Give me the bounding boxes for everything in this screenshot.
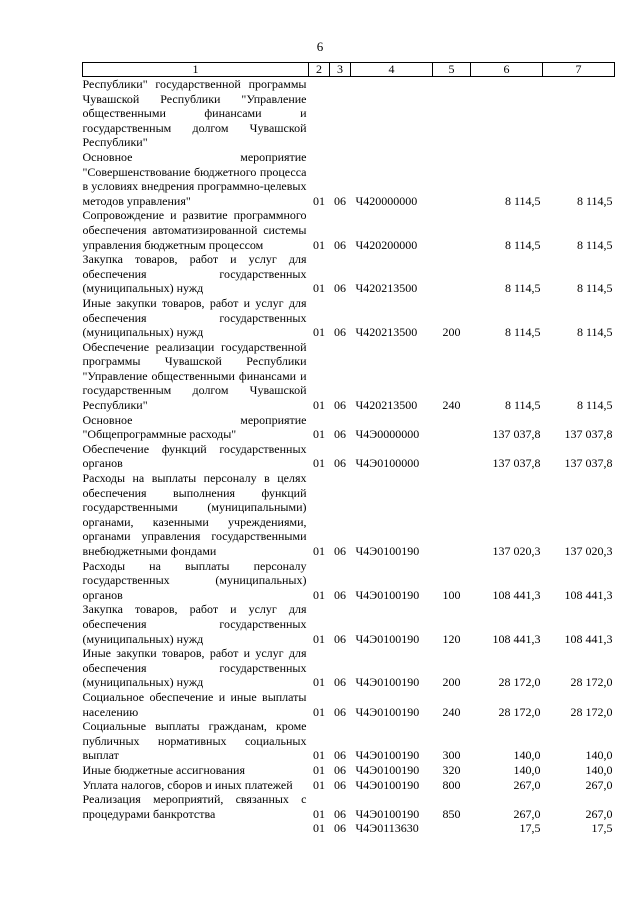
table-row	[83, 719, 615, 763]
target-code-cell: Ч420213500	[355, 325, 418, 340]
subsection-cell: 06	[334, 193, 346, 208]
target-code-cell: Ч420213500	[355, 398, 418, 413]
subsection-cell: 06	[334, 398, 346, 413]
amount-cell: 17,5	[519, 821, 541, 836]
table-row	[83, 821, 615, 836]
amount-total-cell: 108 441,3	[564, 631, 613, 646]
row-name-cell: Основное мероприятие "Общепрограммные расходы"	[82, 412, 307, 442]
section-cell: 01	[313, 631, 325, 646]
amount-total-cell: 137 020,3	[564, 544, 613, 558]
row-name-cell: Сопровождение и развитие программного обеспечения автоматизированной системы управления бюджетным процессом	[82, 208, 307, 252]
row-name-cell: Социальное обеспечение и иные выплаты населению	[82, 689, 307, 719]
table-row	[83, 208, 615, 252]
subsection-cell: 06	[334, 631, 346, 646]
amount-cell: 137 037,8	[492, 456, 541, 471]
amount-cell: 8 114,5	[504, 193, 541, 208]
amount-total-cell: 8 114,5	[576, 281, 613, 296]
column-header-6: 6	[471, 63, 543, 77]
target-code-cell: Ч4Э0100190	[355, 631, 420, 646]
row-name-cell: Иные бюджетные ассигнования	[82, 762, 245, 777]
section-cell: 01	[313, 704, 325, 719]
subsection-cell: 06	[334, 427, 346, 442]
expense-type-cell: 320	[442, 762, 461, 777]
section-cell: 01	[313, 325, 325, 340]
target-code-cell: Ч4Э0100190	[355, 777, 420, 792]
amount-cell: 8 114,5	[504, 398, 541, 413]
expense-type-cell	[433, 150, 471, 208]
budget-table	[82, 62, 615, 836]
table-row	[83, 646, 615, 690]
expense-type-cell: 300	[442, 748, 461, 763]
table-row	[83, 150, 615, 208]
amount-total-cell: 137 037,8	[564, 456, 613, 471]
row-name-cell: Основное мероприятие "Совершенствование бюджетного процесса в условиях внедрения программно-целевых методов управления"	[82, 149, 307, 208]
subsection-cell: 06	[334, 821, 346, 836]
section-cell: 01	[313, 777, 325, 792]
table-row	[83, 763, 615, 778]
row-name-cell: Иные закупки товаров, работ и услуг для обеспечения государственных (муниципальных) нужд	[82, 295, 307, 340]
table-row	[83, 792, 615, 821]
subsection-cell: 06	[334, 762, 346, 777]
row-name-cell: Расходы на выплаты персоналу в целях обеспечения выполнения функций государственными (муниципальными) органами, казенными учреждениями, органами управления государственными внебюджетными фондами	[82, 471, 307, 558]
expense-type-cell: 200	[442, 675, 461, 690]
amount-cell: 137 020,3	[492, 544, 541, 558]
subsection-cell: 06	[334, 806, 346, 821]
amount-total-cell: 8 114,5	[576, 398, 613, 413]
amount-cell: 8 114,5	[504, 281, 541, 296]
target-code-cell: Ч4Э0100190	[355, 806, 420, 821]
target-code-cell: Ч420200000	[355, 237, 418, 252]
column-header-3: 3	[330, 63, 351, 77]
section-cell: 01	[313, 748, 325, 763]
amount-total-cell	[543, 77, 615, 150]
subsection-cell: 06	[334, 281, 346, 296]
expense-type-cell: 240	[442, 398, 461, 413]
table-row	[83, 252, 615, 296]
target-code-cell	[351, 77, 433, 150]
section-cell: 01	[313, 762, 325, 777]
column-header-7: 7	[543, 63, 615, 77]
target-code-cell: Ч4Э0113630	[355, 821, 419, 836]
target-code-cell: Ч420213500	[355, 281, 418, 296]
amount-total-cell: 8 114,5	[576, 193, 613, 208]
target-code-cell: Ч420000000	[355, 193, 418, 208]
expense-type-cell	[433, 252, 471, 296]
amount-total-cell: 140,0	[585, 748, 613, 763]
subsection-cell: 06	[334, 587, 346, 602]
amount-cell	[471, 77, 543, 150]
amount-total-cell: 140,0	[585, 762, 613, 777]
table-row	[83, 296, 615, 340]
row-name-cell: Республики" государственной программы Чувашской Республики "Управление общественными финансами и государственным долгом Чувашской Республики"	[82, 77, 307, 150]
subsection-cell: 06	[334, 456, 346, 471]
amount-cell: 267,0	[513, 777, 541, 792]
expense-type-cell	[433, 77, 471, 150]
subsection-cell: 06	[334, 777, 346, 792]
row-name-cell: Обеспечение реализации государственной программы Чувашской Республики "Управление общественными финансами и государственным долгом Чувашской Республики"	[82, 339, 307, 413]
amount-cell: 108 441,3	[492, 631, 541, 646]
section-cell: 01	[313, 398, 325, 413]
expense-type-cell	[433, 442, 471, 471]
target-code-cell: Ч4Э0100190	[355, 704, 420, 719]
expense-type-cell: 120	[442, 631, 461, 646]
subsection-cell: 06	[334, 748, 346, 763]
table-row	[83, 442, 615, 471]
section-cell: 01	[313, 281, 325, 296]
expense-type-cell	[433, 208, 471, 252]
amount-cell: 108 441,3	[492, 587, 541, 602]
amount-total-cell: 17,5	[591, 821, 613, 836]
section-cell: 01	[313, 544, 325, 558]
amount-cell: 140,0	[513, 748, 541, 763]
amount-total-cell: 8 114,5	[576, 325, 613, 340]
amount-cell: 28 172,0	[498, 704, 541, 719]
subsection-cell: 06	[334, 704, 346, 719]
amount-total-cell: 28 172,0	[570, 704, 613, 719]
table-row	[83, 602, 615, 646]
table-row	[83, 340, 615, 413]
subsection-cell: 06	[334, 325, 346, 340]
target-code-cell: Ч4Э0000000	[355, 427, 420, 442]
amount-cell: 137 037,8	[492, 427, 541, 442]
section-cell: 01	[313, 675, 325, 690]
row-name-cell: Обеспечение функций государственных органов	[82, 441, 307, 471]
table-row	[83, 413, 615, 442]
expense-type-cell: 200	[442, 325, 461, 340]
row-name-cell: Уплата налогов, сборов и иных платежей	[82, 777, 293, 792]
row-name-cell: Иные закупки товаров, работ и услуг для обеспечения государственных (муниципальных) нужд	[82, 646, 307, 690]
column-header-2: 2	[309, 63, 330, 77]
expense-type-cell: 100	[442, 587, 461, 602]
table-row	[83, 471, 615, 559]
row-name-cell: Расходы на выплаты персоналу государственных (муниципальных) органов	[82, 558, 307, 602]
amount-cell: 140,0	[513, 762, 541, 777]
section-cell: 01	[313, 587, 325, 602]
amount-total-cell: 267,0	[585, 777, 613, 792]
section-cell: 01	[313, 806, 325, 821]
expense-type-cell: 800	[442, 777, 461, 792]
table-row	[83, 559, 615, 603]
expense-type-cell: 850	[442, 806, 461, 821]
column-header-5: 5	[433, 63, 471, 77]
subsection-cell: 06	[334, 544, 346, 558]
amount-cell: 28 172,0	[498, 675, 541, 690]
target-code-cell: Ч4Э0100000	[355, 456, 420, 471]
target-code-cell: Ч4Э0100190	[355, 544, 420, 558]
row-name-cell: Реализация мероприятий, связанных с процедурами банкротства	[82, 792, 307, 821]
section-cell: 01	[313, 456, 325, 471]
column-header-4: 4	[351, 63, 433, 77]
amount-cell: 267,0	[513, 806, 541, 821]
section-cell: 01	[313, 427, 325, 442]
column-header-1: 1	[83, 63, 309, 77]
expense-type-cell	[433, 471, 471, 559]
page-number: 6	[316, 39, 324, 54]
target-code-cell: Ч4Э0100190	[355, 587, 420, 602]
section-cell: 01	[313, 821, 325, 836]
row-name-cell: Закупка товаров, работ и услуг для обеспечения государственных (муниципальных) нужд	[82, 252, 307, 296]
section-cell	[309, 77, 330, 150]
subsection-cell	[330, 77, 351, 150]
subsection-cell: 06	[334, 237, 346, 252]
amount-total-cell: 137 037,8	[564, 427, 613, 442]
amount-total-cell: 267,0	[585, 806, 613, 821]
row-name-cell: Социальные выплаты гражданам, кроме публичных нормативных социальных выплат	[82, 719, 307, 763]
header-row	[83, 63, 615, 77]
target-code-cell: Ч4Э0100190	[355, 675, 420, 690]
expense-type-cell: 240	[442, 704, 461, 719]
table-row	[83, 778, 615, 793]
target-code-cell: Ч4Э0100190	[355, 762, 420, 777]
row-name-cell: Закупка товаров, работ и услуг для обеспечения государственных (муниципальных) нужд	[82, 602, 307, 646]
amount-total-cell: 28 172,0	[570, 675, 613, 690]
row-name-cell	[83, 821, 309, 836]
table-row	[83, 77, 615, 150]
subsection-cell: 06	[334, 675, 346, 690]
section-cell: 01	[313, 193, 325, 208]
target-code-cell: Ч4Э0100190	[355, 748, 420, 763]
expense-type-cell	[433, 821, 471, 836]
amount-total-cell: 8 114,5	[576, 237, 613, 252]
amount-cell: 8 114,5	[504, 325, 541, 340]
section-cell: 01	[313, 237, 325, 252]
table-row	[83, 690, 615, 719]
amount-total-cell: 108 441,3	[564, 587, 613, 602]
amount-cell: 8 114,5	[504, 237, 541, 252]
expense-type-cell	[433, 413, 471, 442]
